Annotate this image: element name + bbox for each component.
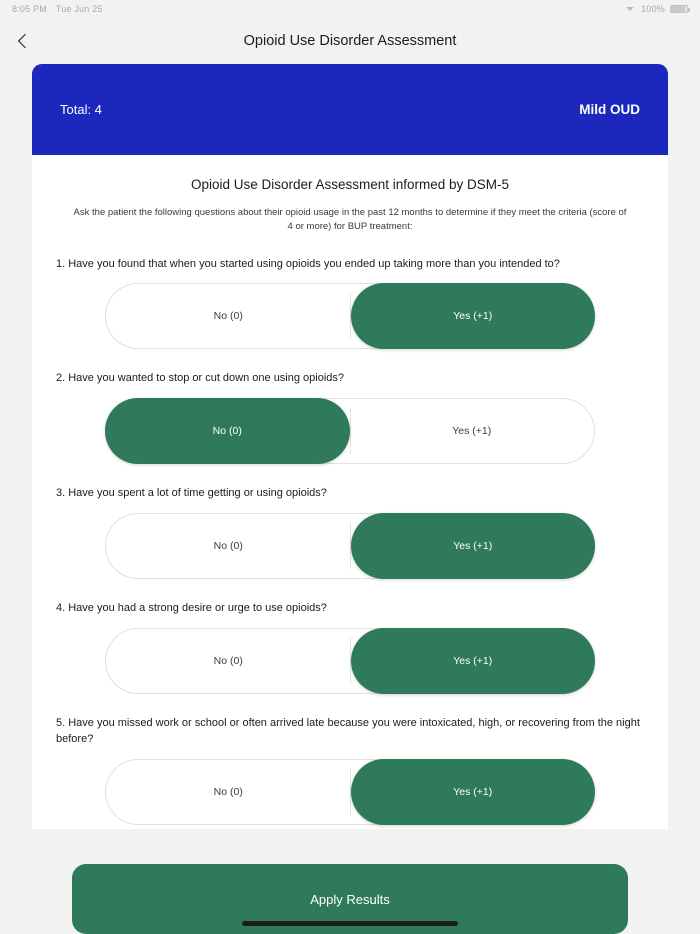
answer-toggle-3[interactable] (105, 513, 595, 579)
answer-no-1[interactable]: No (0) (213, 310, 243, 323)
battery-icon (670, 5, 688, 13)
answer-no-2[interactable]: No (0) (105, 398, 350, 464)
answer-yes-5[interactable]: Yes (+1) (351, 759, 596, 825)
answer-yes-2[interactable]: Yes (+1) (452, 425, 492, 438)
question-text-3: 3. Have you spent a lot of time getting or using opioids? (56, 487, 327, 500)
answer-yes-1[interactable]: Yes (+1) (351, 283, 596, 349)
answer-toggle-5[interactable] (105, 759, 595, 825)
status-bar (0, 0, 700, 18)
assessment-instructions: Ask the patient the following questions about their opioid usage in the past 12 months to determine if they meet the criteria (score of 4 or more) for BUP treatment: (73, 207, 627, 233)
navigation-bar (0, 18, 700, 64)
assessment-title: Opioid Use Disorder Assessment informed by DSM-5 (190, 177, 510, 192)
answer-toggle-4[interactable] (105, 628, 595, 694)
status-bar-left (12, 4, 103, 14)
question-text-4: 4. Have you had a strong desire or urge to use opioids? (56, 602, 327, 615)
status-bar-right (626, 4, 688, 14)
answer-yes-4[interactable]: Yes (+1) (351, 628, 596, 694)
wifi-icon (626, 6, 636, 13)
battery-percent: 100% (641, 4, 665, 14)
answer-no-3[interactable]: No (0) (213, 540, 243, 553)
question-text-2: 2. Have you wanted to stop or cut down one using opioids? (56, 372, 345, 385)
status-time: 8:05 PM (12, 4, 47, 14)
answer-no-5[interactable]: No (0) (213, 786, 243, 799)
total-score-label: Total: 4 (60, 102, 102, 117)
severity-badge: Mild OUD (579, 102, 640, 117)
status-date: Tue Jun 25 (55, 4, 103, 14)
answer-no-4[interactable]: No (0) (213, 655, 243, 668)
apply-results-button[interactable]: Apply Results (72, 864, 628, 934)
home-indicator (242, 921, 458, 926)
answer-toggle-2[interactable] (105, 398, 595, 464)
assessment-card[interactable] (32, 155, 668, 829)
page-title: Opioid Use Disorder Assessment (243, 33, 457, 49)
answer-toggle-1[interactable] (105, 283, 595, 349)
question-text-5: 5. Have you missed work or school or often arrived late because you were intoxicated, high, or recovering from the night before? (56, 717, 640, 746)
question-text-1: 1. Have you found that when you started using opioids you ended up taking more than you intended to? (56, 257, 560, 270)
score-banner (32, 64, 668, 155)
answer-yes-3[interactable]: Yes (+1) (351, 513, 596, 579)
